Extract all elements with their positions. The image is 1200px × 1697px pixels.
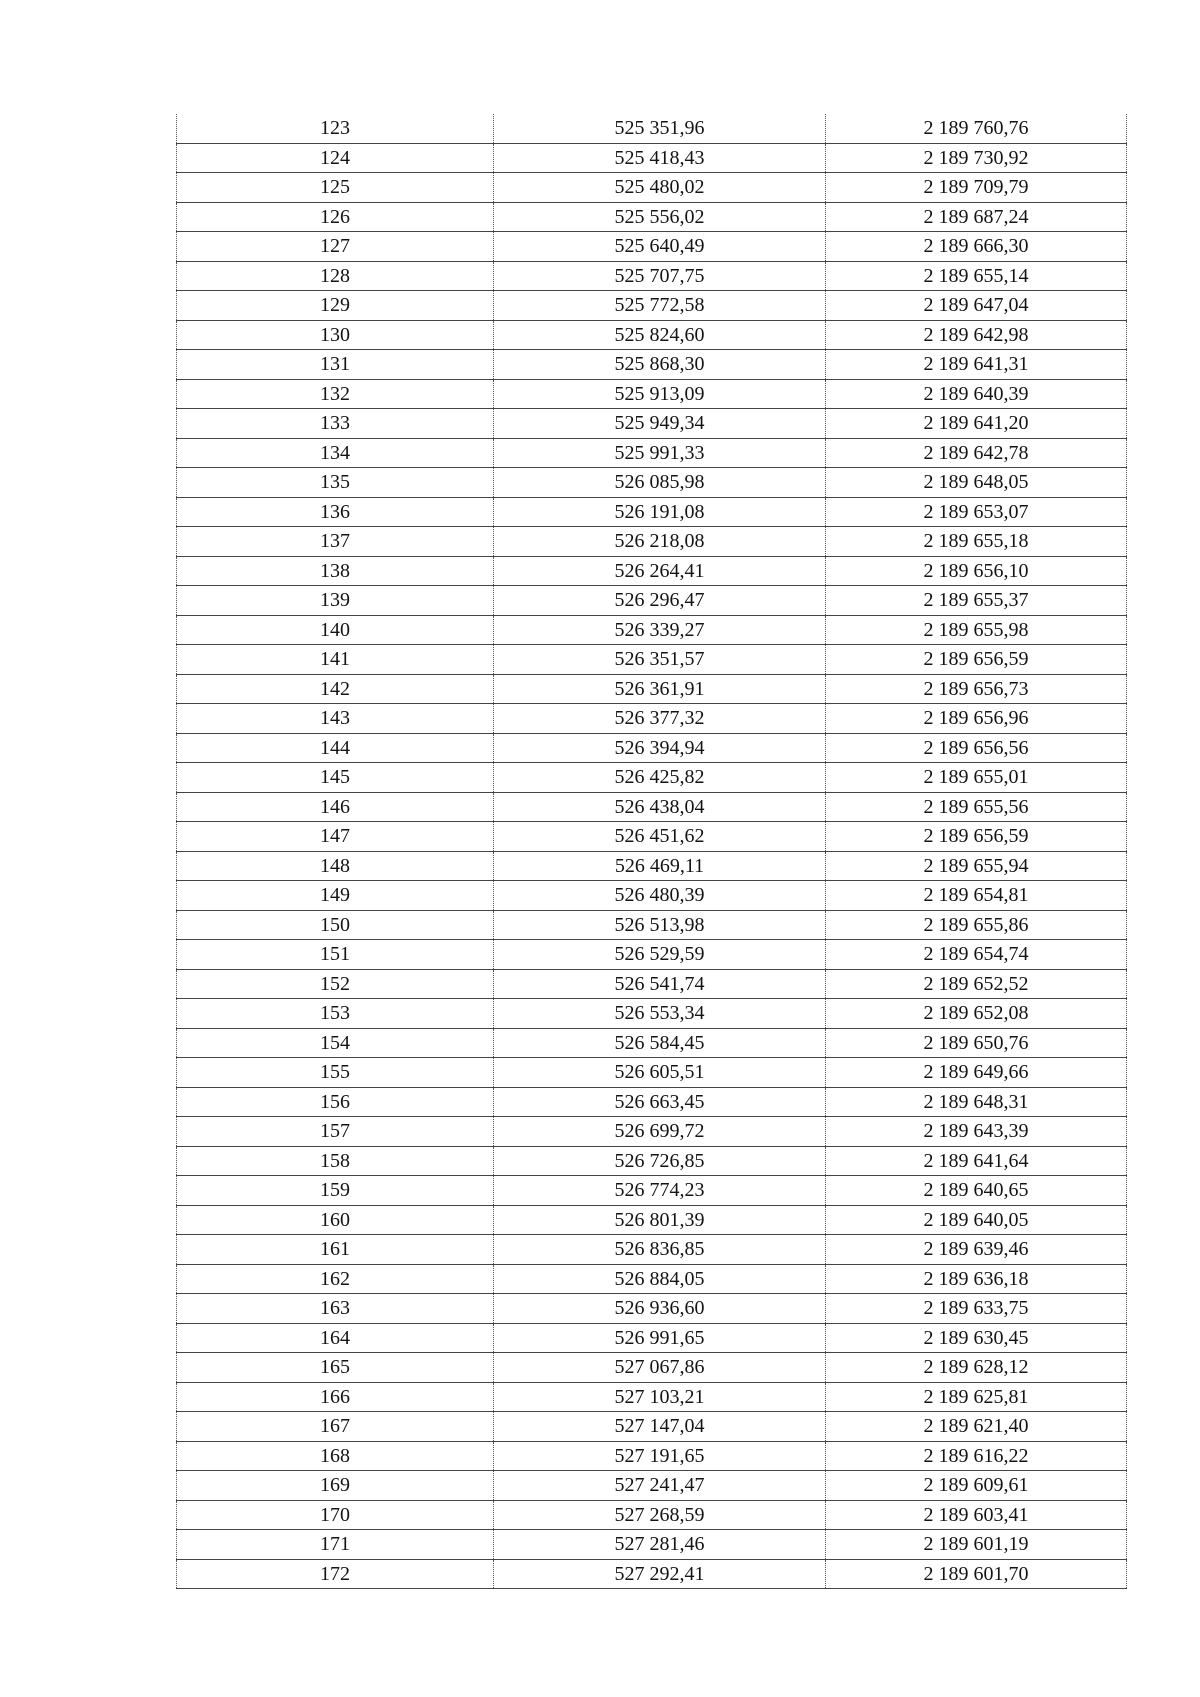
table-row: [177, 1353, 1127, 1383]
y-coordinate-cell: 2 189 655,94: [826, 851, 1127, 881]
x-coordinate-cell: 526 438,04: [494, 792, 826, 822]
point-number-cell: 151: [177, 940, 494, 970]
x-coordinate-cell: 527 103,21: [494, 1382, 826, 1412]
y-coordinate-cell: 2 189 643,39: [826, 1117, 1127, 1147]
table-row: [177, 1176, 1127, 1206]
table-row: [177, 704, 1127, 734]
x-coordinate-cell: 527 147,04: [494, 1412, 826, 1442]
point-number-cell: 128: [177, 261, 494, 291]
point-number-cell: 163: [177, 1294, 494, 1324]
table-row: [177, 468, 1127, 498]
x-coordinate-cell: 526 774,23: [494, 1176, 826, 1206]
point-number-cell: 167: [177, 1412, 494, 1442]
point-number-cell: 140: [177, 615, 494, 645]
coordinates-table: [176, 114, 1127, 1589]
x-coordinate-cell: 526 553,34: [494, 999, 826, 1029]
table-row: [177, 114, 1127, 143]
x-coordinate-cell: 527 241,47: [494, 1471, 826, 1501]
y-coordinate-cell: 2 189 656,10: [826, 556, 1127, 586]
y-coordinate-cell: 2 189 654,74: [826, 940, 1127, 970]
y-coordinate-cell: 2 189 625,81: [826, 1382, 1127, 1412]
table-row: [177, 1559, 1127, 1589]
table-row: [177, 999, 1127, 1029]
table-row: [177, 615, 1127, 645]
table-row: [177, 733, 1127, 763]
point-number-cell: 136: [177, 497, 494, 527]
point-number-cell: 166: [177, 1382, 494, 1412]
point-number-cell: 159: [177, 1176, 494, 1206]
y-coordinate-cell: 2 189 654,81: [826, 881, 1127, 911]
table-row: [177, 822, 1127, 852]
x-coordinate-cell: 526 085,98: [494, 468, 826, 498]
table-row: [177, 1087, 1127, 1117]
point-number-cell: 142: [177, 674, 494, 704]
table-row: [177, 1500, 1127, 1530]
point-number-cell: 171: [177, 1530, 494, 1560]
y-coordinate-cell: 2 189 760,76: [826, 114, 1127, 143]
point-number-cell: 158: [177, 1146, 494, 1176]
table-row: [177, 320, 1127, 350]
table-row: [177, 143, 1127, 173]
table-row: [177, 497, 1127, 527]
y-coordinate-cell: 2 189 649,66: [826, 1058, 1127, 1088]
y-coordinate-cell: 2 189 709,79: [826, 173, 1127, 203]
x-coordinate-cell: 526 480,39: [494, 881, 826, 911]
table-row: [177, 1382, 1127, 1412]
point-number-cell: 130: [177, 320, 494, 350]
table-row: [177, 291, 1127, 321]
point-number-cell: 131: [177, 350, 494, 380]
y-coordinate-cell: 2 189 642,98: [826, 320, 1127, 350]
table-row: [177, 763, 1127, 793]
table-row: [177, 792, 1127, 822]
point-number-cell: 137: [177, 527, 494, 557]
x-coordinate-cell: 526 513,98: [494, 910, 826, 940]
coordinates-table-body: [177, 114, 1127, 1589]
x-coordinate-cell: 527 067,86: [494, 1353, 826, 1383]
x-coordinate-cell: 525 824,60: [494, 320, 826, 350]
y-coordinate-cell: 2 189 642,78: [826, 438, 1127, 468]
point-number-cell: 139: [177, 586, 494, 616]
y-coordinate-cell: 2 189 640,05: [826, 1205, 1127, 1235]
point-number-cell: 164: [177, 1323, 494, 1353]
y-coordinate-cell: 2 189 656,56: [826, 733, 1127, 763]
x-coordinate-cell: 526 451,62: [494, 822, 826, 852]
y-coordinate-cell: 2 189 648,05: [826, 468, 1127, 498]
x-coordinate-cell: 526 529,59: [494, 940, 826, 970]
x-coordinate-cell: 526 469,11: [494, 851, 826, 881]
point-number-cell: 124: [177, 143, 494, 173]
x-coordinate-cell: 527 281,46: [494, 1530, 826, 1560]
x-coordinate-cell: 526 191,08: [494, 497, 826, 527]
y-coordinate-cell: 2 189 601,19: [826, 1530, 1127, 1560]
x-coordinate-cell: 525 351,96: [494, 114, 826, 143]
x-coordinate-cell: 527 268,59: [494, 1500, 826, 1530]
table-row: [177, 1205, 1127, 1235]
point-number-cell: 149: [177, 881, 494, 911]
y-coordinate-cell: 2 189 730,92: [826, 143, 1127, 173]
y-coordinate-cell: 2 189 616,22: [826, 1441, 1127, 1471]
x-coordinate-cell: 526 584,45: [494, 1028, 826, 1058]
y-coordinate-cell: 2 189 653,07: [826, 497, 1127, 527]
table-row: [177, 1264, 1127, 1294]
x-coordinate-cell: 526 394,94: [494, 733, 826, 763]
x-coordinate-cell: 526 377,32: [494, 704, 826, 734]
y-coordinate-cell: 2 189 652,08: [826, 999, 1127, 1029]
point-number-cell: 157: [177, 1117, 494, 1147]
x-coordinate-cell: 525 991,33: [494, 438, 826, 468]
table-row: [177, 881, 1127, 911]
x-coordinate-cell: 526 991,65: [494, 1323, 826, 1353]
y-coordinate-cell: 2 189 666,30: [826, 232, 1127, 262]
point-number-cell: 154: [177, 1028, 494, 1058]
y-coordinate-cell: 2 189 603,41: [826, 1500, 1127, 1530]
point-number-cell: 135: [177, 468, 494, 498]
x-coordinate-cell: 526 541,74: [494, 969, 826, 999]
y-coordinate-cell: 2 189 640,65: [826, 1176, 1127, 1206]
table-row: [177, 1412, 1127, 1442]
y-coordinate-cell: 2 189 633,75: [826, 1294, 1127, 1324]
y-coordinate-cell: 2 189 640,39: [826, 379, 1127, 409]
point-number-cell: 160: [177, 1205, 494, 1235]
y-coordinate-cell: 2 189 601,70: [826, 1559, 1127, 1589]
table-row: [177, 1530, 1127, 1560]
x-coordinate-cell: 525 480,02: [494, 173, 826, 203]
y-coordinate-cell: 2 189 656,59: [826, 822, 1127, 852]
point-number-cell: 155: [177, 1058, 494, 1088]
x-coordinate-cell: 526 663,45: [494, 1087, 826, 1117]
point-number-cell: 170: [177, 1500, 494, 1530]
y-coordinate-cell: 2 189 650,76: [826, 1028, 1127, 1058]
table-row: [177, 261, 1127, 291]
table-row: [177, 409, 1127, 439]
point-number-cell: 153: [177, 999, 494, 1029]
point-number-cell: 152: [177, 969, 494, 999]
point-number-cell: 161: [177, 1235, 494, 1265]
x-coordinate-cell: 525 707,75: [494, 261, 826, 291]
point-number-cell: 143: [177, 704, 494, 734]
table-row: [177, 1441, 1127, 1471]
point-number-cell: 172: [177, 1559, 494, 1589]
x-coordinate-cell: 527 191,65: [494, 1441, 826, 1471]
table-row: [177, 350, 1127, 380]
table-row: [177, 645, 1127, 675]
y-coordinate-cell: 2 189 655,14: [826, 261, 1127, 291]
y-coordinate-cell: 2 189 647,04: [826, 291, 1127, 321]
point-number-cell: 165: [177, 1353, 494, 1383]
point-number-cell: 141: [177, 645, 494, 675]
table-row: [177, 556, 1127, 586]
table-row: [177, 1058, 1127, 1088]
y-coordinate-cell: 2 189 655,18: [826, 527, 1127, 557]
table-row: [177, 173, 1127, 203]
table-row: [177, 1028, 1127, 1058]
y-coordinate-cell: 2 189 636,18: [826, 1264, 1127, 1294]
y-coordinate-cell: 2 189 639,46: [826, 1235, 1127, 1265]
point-number-cell: 134: [177, 438, 494, 468]
point-number-cell: 168: [177, 1441, 494, 1471]
y-coordinate-cell: 2 189 641,64: [826, 1146, 1127, 1176]
point-number-cell: 147: [177, 822, 494, 852]
x-coordinate-cell: 526 339,27: [494, 615, 826, 645]
x-coordinate-cell: 526 884,05: [494, 1264, 826, 1294]
y-coordinate-cell: 2 189 655,01: [826, 763, 1127, 793]
y-coordinate-cell: 2 189 630,45: [826, 1323, 1127, 1353]
table-row: [177, 438, 1127, 468]
table-row: [177, 1323, 1127, 1353]
table-row: [177, 1117, 1127, 1147]
table-row: [177, 940, 1127, 970]
x-coordinate-cell: 526 351,57: [494, 645, 826, 675]
table-row: [177, 1235, 1127, 1265]
table-row: [177, 527, 1127, 557]
table-row: [177, 851, 1127, 881]
point-number-cell: 129: [177, 291, 494, 321]
table-row: [177, 232, 1127, 262]
table-row: [177, 1294, 1127, 1324]
x-coordinate-cell: 526 836,85: [494, 1235, 826, 1265]
x-coordinate-cell: 527 292,41: [494, 1559, 826, 1589]
y-coordinate-cell: 2 189 687,24: [826, 202, 1127, 232]
table-row: [177, 674, 1127, 704]
x-coordinate-cell: 525 949,34: [494, 409, 826, 439]
x-coordinate-cell: 526 425,82: [494, 763, 826, 793]
x-coordinate-cell: 525 772,58: [494, 291, 826, 321]
x-coordinate-cell: 526 264,41: [494, 556, 826, 586]
point-number-cell: 132: [177, 379, 494, 409]
y-coordinate-cell: 2 189 641,20: [826, 409, 1127, 439]
y-coordinate-cell: 2 189 656,73: [826, 674, 1127, 704]
point-number-cell: 123: [177, 114, 494, 143]
x-coordinate-cell: 525 556,02: [494, 202, 826, 232]
x-coordinate-cell: 526 296,47: [494, 586, 826, 616]
y-coordinate-cell: 2 189 628,12: [826, 1353, 1127, 1383]
point-number-cell: 145: [177, 763, 494, 793]
x-coordinate-cell: 525 640,49: [494, 232, 826, 262]
point-number-cell: 169: [177, 1471, 494, 1501]
y-coordinate-cell: 2 189 655,98: [826, 615, 1127, 645]
y-coordinate-cell: 2 189 656,96: [826, 704, 1127, 734]
y-coordinate-cell: 2 189 621,40: [826, 1412, 1127, 1442]
point-number-cell: 126: [177, 202, 494, 232]
y-coordinate-cell: 2 189 655,37: [826, 586, 1127, 616]
table-row: [177, 910, 1127, 940]
table-row: [177, 379, 1127, 409]
point-number-cell: 148: [177, 851, 494, 881]
y-coordinate-cell: 2 189 652,52: [826, 969, 1127, 999]
x-coordinate-cell: 525 868,30: [494, 350, 826, 380]
table-row: [177, 586, 1127, 616]
table-row: [177, 969, 1127, 999]
point-number-cell: 162: [177, 1264, 494, 1294]
y-coordinate-cell: 2 189 656,59: [826, 645, 1127, 675]
x-coordinate-cell: 526 936,60: [494, 1294, 826, 1324]
x-coordinate-cell: 526 605,51: [494, 1058, 826, 1088]
x-coordinate-cell: 526 726,85: [494, 1146, 826, 1176]
point-number-cell: 156: [177, 1087, 494, 1117]
point-number-cell: 127: [177, 232, 494, 262]
point-number-cell: 125: [177, 173, 494, 203]
point-number-cell: 150: [177, 910, 494, 940]
point-number-cell: 138: [177, 556, 494, 586]
point-number-cell: 146: [177, 792, 494, 822]
point-number-cell: 144: [177, 733, 494, 763]
y-coordinate-cell: 2 189 648,31: [826, 1087, 1127, 1117]
point-number-cell: 133: [177, 409, 494, 439]
table-row: [177, 1471, 1127, 1501]
x-coordinate-cell: 526 361,91: [494, 674, 826, 704]
x-coordinate-cell: 526 218,08: [494, 527, 826, 557]
y-coordinate-cell: 2 189 641,31: [826, 350, 1127, 380]
x-coordinate-cell: 526 699,72: [494, 1117, 826, 1147]
x-coordinate-cell: 526 801,39: [494, 1205, 826, 1235]
y-coordinate-cell: 2 189 609,61: [826, 1471, 1127, 1501]
table-row: [177, 202, 1127, 232]
x-coordinate-cell: 525 913,09: [494, 379, 826, 409]
y-coordinate-cell: 2 189 655,86: [826, 910, 1127, 940]
y-coordinate-cell: 2 189 655,56: [826, 792, 1127, 822]
table-row: [177, 1146, 1127, 1176]
x-coordinate-cell: 525 418,43: [494, 143, 826, 173]
